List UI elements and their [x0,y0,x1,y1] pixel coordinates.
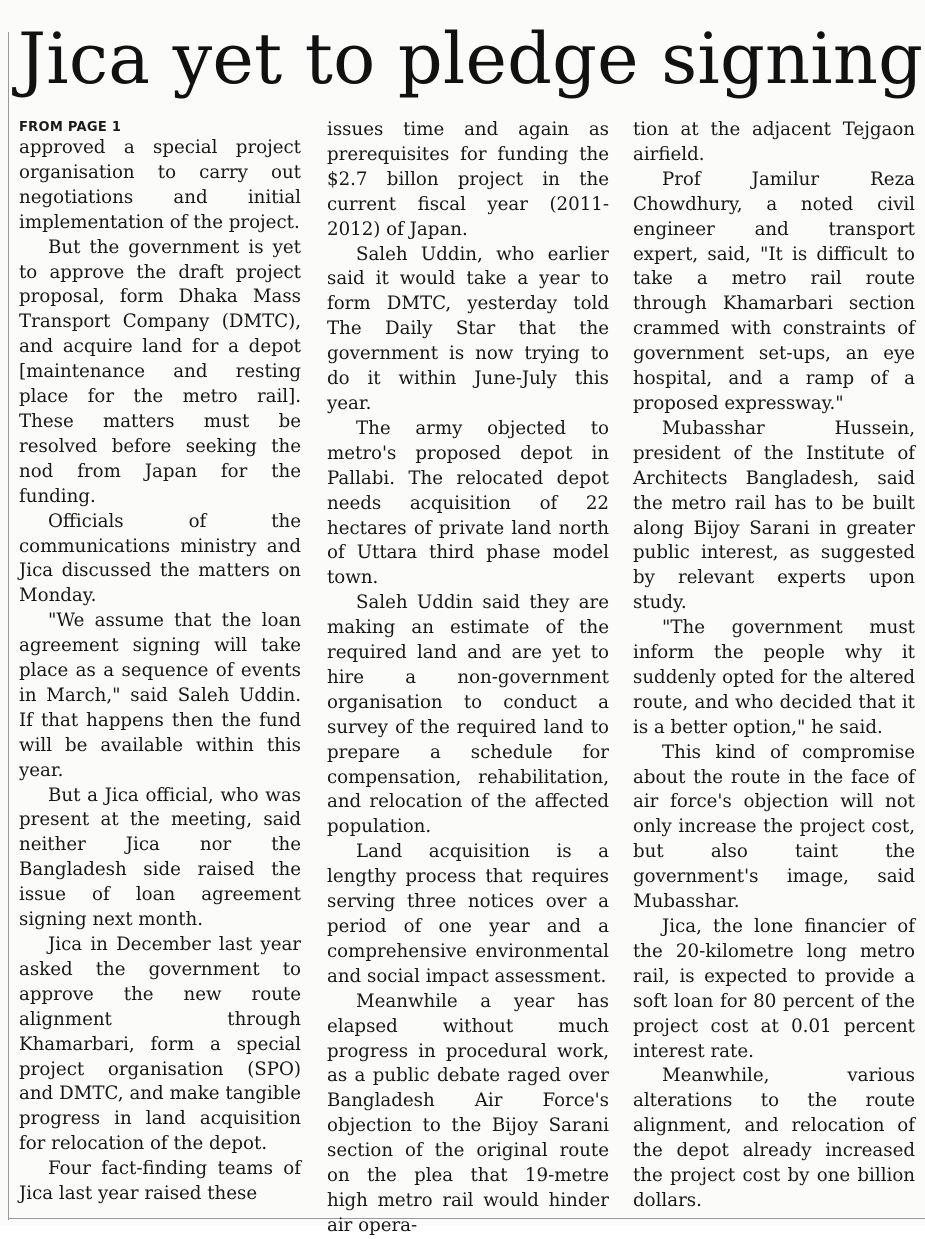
headline: Jica yet to pledge signing [18,18,924,100]
paragraph: Saleh Uddin said they are making an estimate of the required land and are yet to hire a non-government organisation to conduct a survey of the required land to prepare a schedule for compensation, rehabilitation, and relocation of the affected population. [327,592,609,838]
paragraph: approved a special project organisation to carry out negotiations and initial implementation of the project. [19,137,301,233]
paragraph: This kind of compromise about the route in the face of air force's objection will not only increase the project cost, but also taint the government's image, said Mubasshar. [633,741,915,913]
paragraph: But the government is yet to approve the draft project proposal, form Dhaka Mass Transport Company (DMTC), and acquire land for a depot [maintenance and resting place for the metro rail]. These matters must be resolved before seeking the nod from Japan for the funding. [19,236,301,507]
paragraph: Meanwhile, various alterations to the route alignment, and relocation of the depot already increased the project cost by one billion dollars. [633,1065,915,1211]
paragraph: Prof Jamilur Reza Chowdhury, a noted civil engineer and transport expert, said, "It is difficult to take a metro rail route through Khamarbari section crammed with constraints of government set-ups, an eye hospital, and a ramp of a proposed expressway." [633,168,915,414]
paragraph: Jica in December last year asked the government to approve the new route alignment through Khamarbari, form a special project organisation (SPO) and DMTC, and make tangible progress in land acquisition for relocation of the depot. [19,934,301,1155]
paragraph: Mubasshar Hussein, president of the Institute of Architects Bangladesh, said the metro rail has to be built along Bijoy Sarani in greater public interest, as suggested by relevant experts upon study. [633,417,915,614]
paragraph: issues time and again as prerequisites for funding the $2.7 billon project in the current fiscal year (2011-2012) of Japan. [327,119,609,240]
paragraph: Meanwhile a year has elapsed without much progress in procedural work, as a public debate raged over Bangladesh Air Force's objection to the Bijoy Sarani section of the original route on the plea that 19-metre high metro rail would hinder air opera- [327,990,609,1236]
article-column-3 [633,118,915,1214]
paragraph: "The government must inform the people why it suddenly opted for the altered route, and who decided that it is a better option," he said. [633,617,915,738]
paragraph: Four fact-finding teams of Jica last year raised these [19,1158,301,1205]
article-column-1 [19,118,301,1207]
kicker-from-page: FROM PAGE 1 [19,120,122,135]
paragraph: Jica, the lone financier of the 20-kilometre long metro rail, is expected to provide a soft loan for 80 percent of the project cost at 0.01 percent interest rate. [633,916,915,1062]
paragraph: The army objected to metro's proposed depot in Pallabi. The relocated depot needs acquisition of 22 hectares of private land north of Uttara third phase model town. [327,417,609,589]
paragraph: Officials of the communications ministry and Jica discussed the matters on Monday. [19,510,301,607]
paragraph: Land acquisition is a lengthy process that requires serving three notices over a period of one year and a comprehensive environmental and social impact assessment. [327,841,609,987]
left-column-rule [8,32,9,1220]
paragraph: tion at the adjacent Tejgaon airfield. [633,119,915,165]
paragraph: But a Jica official, who was present at the meeting, said neither Jica nor the Bangladesh side raised the issue of loan agreement signing next month. [19,784,301,931]
paragraph: Saleh Uddin, who earlier said it would take a year to form DMTC, yesterday told The Daily Star that the government is now trying to do it within June-July this year. [327,243,609,414]
paragraph: "We assume that the loan agreement signing will take place as a sequence of events in March," said Saleh Uddin. If that happens then the fund will be available within this year. [19,610,301,781]
article-column-2 [327,118,609,1239]
